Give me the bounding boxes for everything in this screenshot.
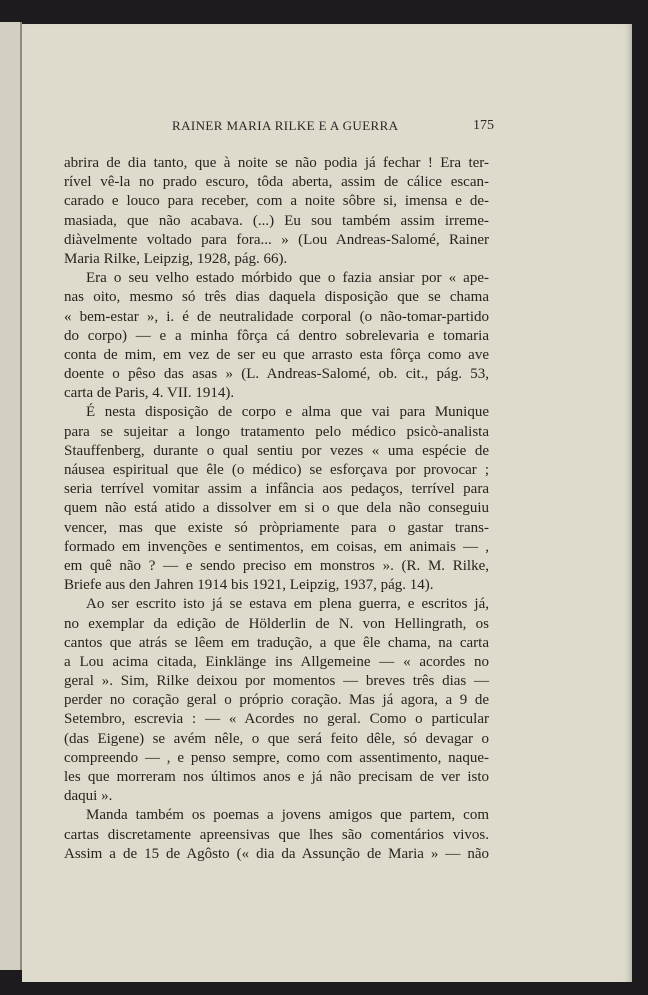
- text-line: « bem-estar », i. é de neutralidade corporal (o não-tomar-partido: [64, 308, 489, 325]
- text-line: para se sujeitar a longo tratamento pelo médico psicò-analista: [64, 423, 489, 440]
- text-line: vencer, mas que existe só pròpriamente para o gastar trans-: [64, 519, 489, 536]
- text-line: Stauffenberg, durante o qual sentiu por vezes « uma espécie de: [64, 442, 489, 459]
- text-line: Ao ser escrito isto já se estava em plena guerra, e escritos já,: [86, 596, 489, 613]
- text-line: nas oito, mesmo só três dias daquela disposição que se chama: [64, 289, 489, 306]
- text-line: formado em invenções e sentimentos, em coisas, em animais — ,: [64, 538, 489, 555]
- text-line: a Lou acima citada, Einklänge ins Allgemeine — « acordes no: [64, 653, 489, 670]
- previous-page-edge: [0, 22, 22, 970]
- text-line: perder no coração geral o próprio coração. Mas já agora, a 9 de: [64, 692, 489, 709]
- text-line: É nesta disposição de corpo e alma que vai para Munique: [86, 404, 489, 421]
- text-line: carta de Paris, 4. VII. 1914).: [64, 385, 235, 402]
- text-line: Manda também os poemas a jovens amigos que partem, com: [86, 807, 489, 824]
- text-line: rível vê-la no prado escuro, tôda aberta, assim de cálice escan-: [64, 174, 489, 191]
- text-line: Assim a de 15 de Agôsto (« dia da Assunção de Maria » — não: [64, 845, 489, 862]
- text-line: (das Eigene) se avém nêle, o que será feito dêle, só devagar o: [64, 730, 489, 747]
- text-line: cantos que atrás se lêem em tradução, a que êle chama, na carta: [64, 634, 489, 651]
- text-line: conta de mim, em vez de ser eu que arrasto esta fôrça como ave: [64, 346, 489, 363]
- text-line: cartas discretamente apreensivas que lhes são comentários vivos.: [64, 826, 489, 843]
- text-line: diàvelmente voltado para fora... » (Lou Andreas-Salomé, Rainer: [64, 231, 489, 248]
- text-line: seria terrível vomitar assim a infância aos pedaços, terrível para: [64, 481, 489, 498]
- text-line: carado e louco para receber, com a noite sôbre si, imensa e de-: [64, 193, 489, 210]
- text-line: do corpo) — e a minha fôrça cá dentro sobrelevaria e tomaria: [64, 327, 489, 344]
- text-line: abrira de dia tanto, que à noite se não podia já fechar ! Era ter-: [64, 155, 489, 171]
- text-line: quem não está atido a dissolver em si o que dela não conseguiu: [64, 500, 489, 517]
- text-line: Setembro, escrevia : — « Acordes no geral. Como o particular: [64, 711, 489, 728]
- running-head: RAINER MARIA RILKE E A GUERRA: [172, 118, 399, 133]
- text-line: Maria Rilke, Leipzig, 1928, pág. 66).: [64, 250, 288, 267]
- text-line: náusea espiritual que êle (o médico) se esforçava por provocar ;: [64, 462, 489, 478]
- text-line: Briefe aus den Jahren 1914 bis 1921, Leipzig, 1937, pág. 14).: [64, 577, 434, 594]
- page-header: [172, 118, 494, 138]
- text-line: les que morreram nos últimos anos e já não precisam de ver isto: [64, 769, 489, 785]
- body-text: [64, 154, 489, 864]
- text-line: daqui ».: [64, 788, 113, 805]
- text-line: geral ». Sim, Rilke deixou por momentos — breves três dias —: [64, 673, 489, 690]
- page-number: 175: [473, 118, 494, 133]
- text-line: em quê não ? — e sendo preciso em monstros ». (R. M. Rilke,: [64, 557, 489, 574]
- text-line: Era o seu velho estado mórbido que o fazia ansiar por « ape-: [86, 270, 489, 287]
- text-line: no exemplar da edição de Hölderlin de N. von Hellingrath, os: [64, 615, 489, 632]
- text-line: masiada, que não acabava. (...) Eu sou também assim irreme-: [64, 212, 489, 229]
- text-line: doente o pêso das asas » (L. Andreas-Salomé, ob. cit., pág. 53,: [64, 366, 489, 383]
- text-line: compreendo — , e penso sempre, como com assentimento, naque-: [64, 749, 489, 766]
